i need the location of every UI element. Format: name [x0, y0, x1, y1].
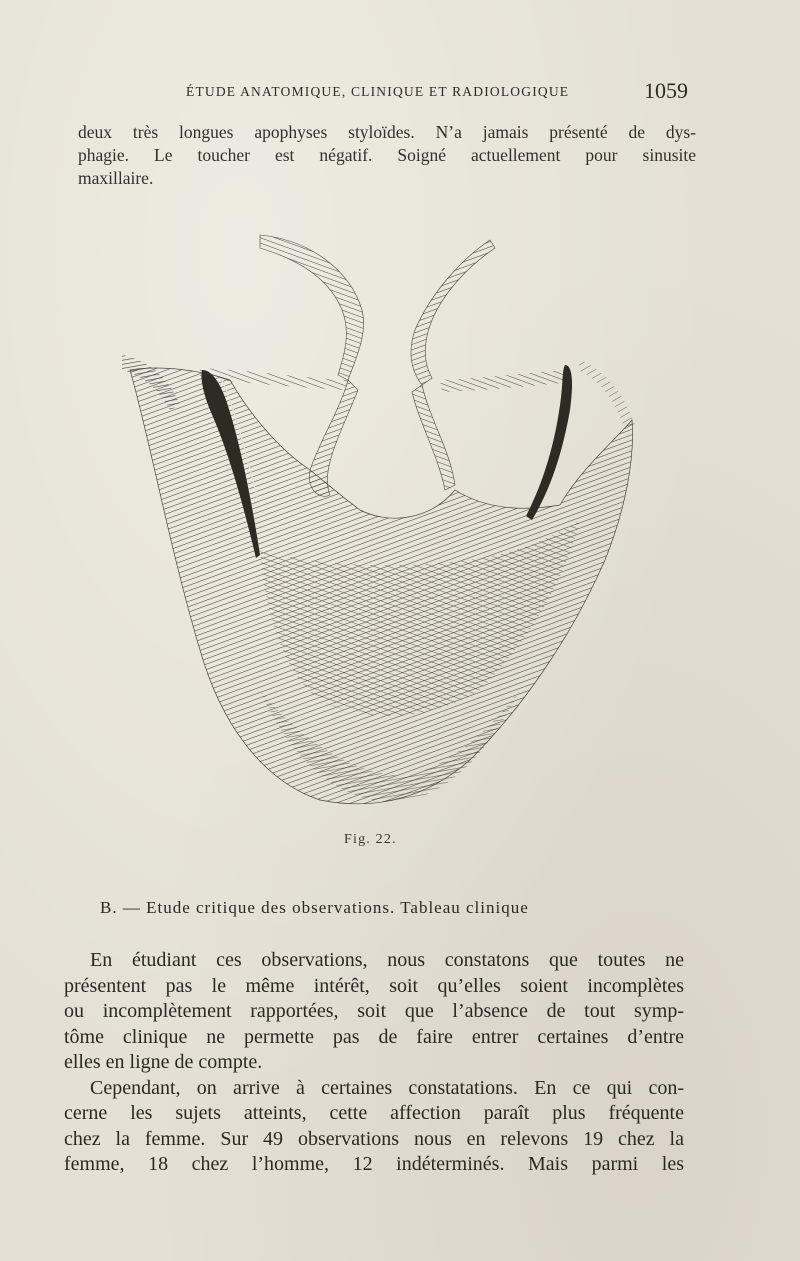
top-paragraph: [78, 121, 696, 190]
text-line: maxillaire.: [78, 168, 154, 188]
figure-caption: Fig. 22.: [344, 832, 397, 847]
page-number: 1059: [644, 78, 688, 103]
text-line: Cependant, on arrive à certaines constatations. En ce qui con-: [90, 1076, 684, 1099]
text-line: deux très longues apophyses styloïdes. N’a jamais présenté de dys-: [78, 122, 696, 142]
paragraph: [64, 1076, 684, 1178]
running-head: ÉTUDE ANATOMIQUE, CLINIQUE ET RADIOLOGIQUE: [186, 84, 570, 99]
text-line: phagie. Le toucher est négatif. Soigné actuellement pour sinusite: [78, 145, 696, 165]
text-line: présentent pas le même intérêt, soit qu’elles soient incomplètes: [64, 974, 684, 997]
text-line: chez la femme. Sur 49 observations nous en relevons 19 chez la: [64, 1127, 684, 1150]
paragraph: [64, 948, 684, 1076]
hatched-anatomical-drawing-icon: [110, 220, 650, 820]
text-line: elles en ligne de compte.: [64, 1051, 263, 1073]
body-text: [64, 948, 684, 1178]
figure-22-drawing: [110, 220, 650, 820]
text-line: cerne les sujets atteints, cette affection paraît plus fréquente: [64, 1102, 684, 1124]
text-line: femme, 18 chez l’homme, 12 indéterminés. Mais parmi les: [64, 1153, 684, 1175]
text-line: En étudiant ces observations, nous constatons que toutes ne: [90, 949, 684, 971]
section-title: B. — Etude critique des observations. Tableau clinique: [100, 898, 529, 917]
text-line: ou incomplètement rapportées, soit que l’absence de tout symp-: [64, 1000, 684, 1022]
text-line: tôme clinique ne permette pas de faire entrer certaines d’entre: [64, 1025, 684, 1048]
